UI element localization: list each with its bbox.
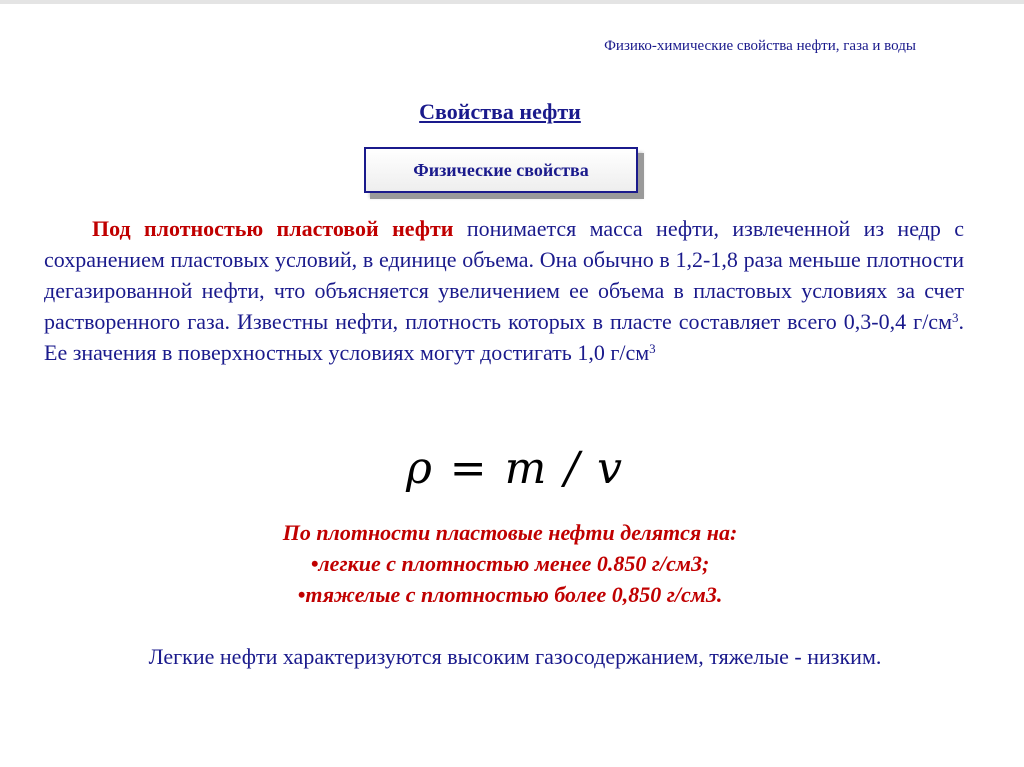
subsection-label-box [364, 147, 638, 193]
classification-intro: По плотности пластовые нефти делятся на: [282, 520, 738, 545]
document-title: Физико-химические свойства нефти, газа и воды [604, 38, 916, 54]
paragraph-text-2: . Ее значения в поверхностных условиях могут достигать 1,0 г/см [44, 309, 964, 365]
density-formula: ρ = m / v [405, 442, 625, 494]
superscript-1: 3 [952, 310, 959, 325]
conclusion-text: Легкие нефти характеризуются высоким газосодержанием, тяжелые - низким. [148, 644, 882, 669]
paragraph-text-1: понимается масса нефти, извлеченной из недр с сохранением пластовых условий, в единице объема. Она обычно в 1,2-1,8 раза меньше плотности дегазированной нефти, что объясняется увеличением ее объема в пластовых условиях за счет растворенного газа. Известны нефти, плотность которых в пласте составляет всего 0,3-0,4 г/см [44, 216, 965, 334]
classification-item-heavy: •тяжелые с плотностью более 0,850 г/см3. [297, 582, 723, 607]
top-border [0, 0, 1024, 4]
density-paragraph [44, 213, 964, 368]
classification-item-light: •легкие с плотностью менее 0.850 г/см3; [310, 551, 710, 576]
classification-block [140, 517, 880, 610]
density-term: Под плотностью пластовой нефти [92, 216, 454, 241]
subsection-label: Физические свойства [413, 159, 589, 180]
superscript-2: 3 [649, 341, 656, 356]
section-title: Свойства нефти [419, 99, 581, 124]
